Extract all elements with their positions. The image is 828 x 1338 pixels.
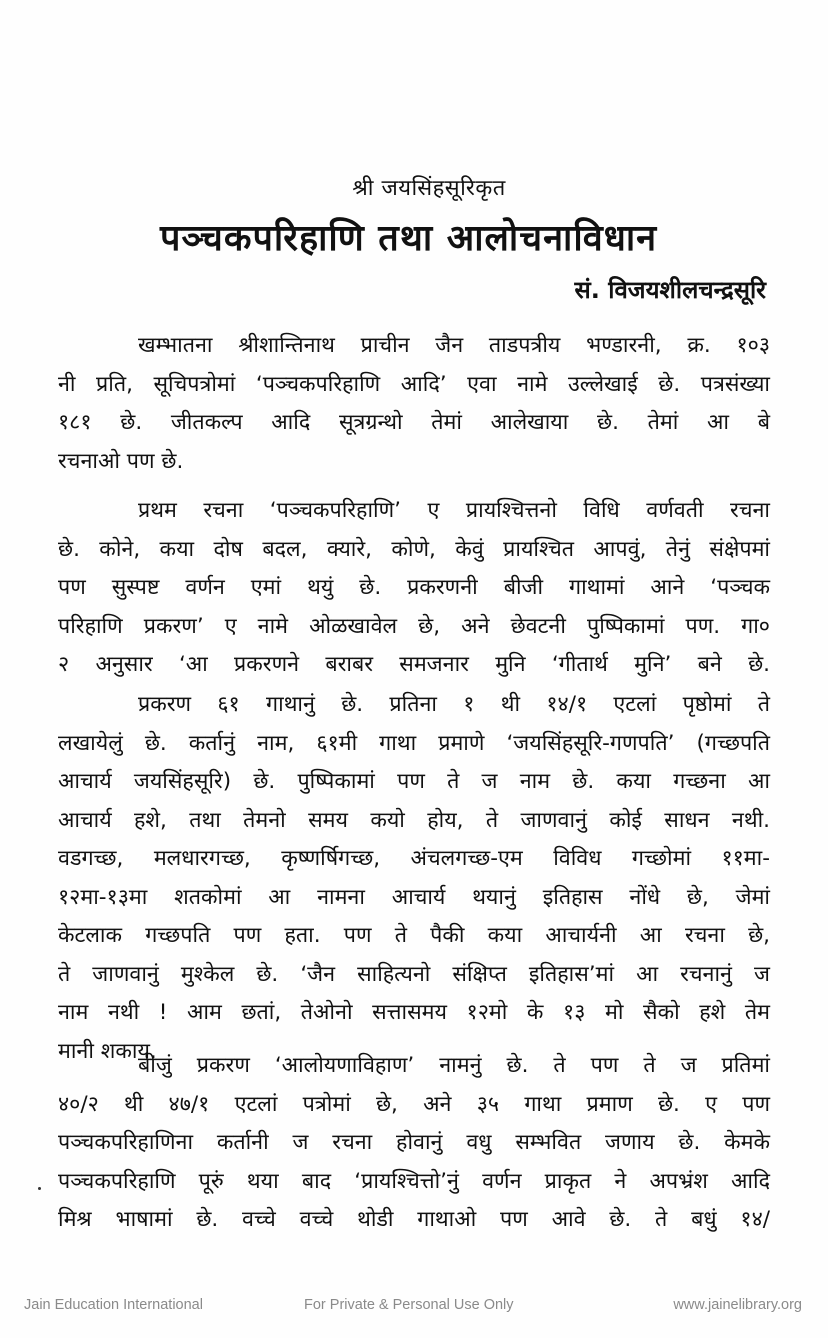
- text-line: पञ्चकपरिहाणि पूरुं थया बाद ‘प्रायश्चित्तो’नुं वर्णन प्राकृत ने अपभ्रंश आदि: [58, 1168, 770, 1194]
- text-line: वडगच्छ, मलधारगच्छ, कृष्णर्षिगच्छ, अंचलगच्छ-एम विविध गच्छोमां ११मा-: [58, 846, 770, 871]
- text-line: नाम नथी ! आम छतां, तेओनो सत्तासमय १२मो के १३ मो सैको हशे तेम: [58, 1000, 770, 1025]
- footer-publisher: Jain Education International: [24, 1297, 203, 1313]
- text-line: पण सुस्पष्ट वर्णन एमां थयुं छे. प्रकरणनी बीजी गाथामां आने ‘पञ्चक: [58, 575, 770, 600]
- paragraph-1: [58, 327, 770, 481]
- text-line: आचार्य हशे, तथा तेमनो समय कयो होय, ते जाणवानुं कोई साधन नथी.: [58, 807, 770, 833]
- text-line: मानी शकाय.: [58, 1038, 157, 1064]
- text-line: मिश्र भाषामां छे. वच्चे वच्चे थोडी गाथाओ पण आवे छे. ते बधुं १४/: [58, 1207, 770, 1232]
- paragraph-4: [58, 1047, 770, 1240]
- text-line: ते जाणवानुं मुश्केल छे. ‘जैन साहित्यनो संक्षिप्त इतिहास’मां आ रचनानुं ज: [58, 961, 770, 987]
- document-title: पञ्चकपरिहाणि तथा आलोचनाविधान: [160, 218, 658, 259]
- paragraph-3: [58, 686, 770, 1071]
- text-line: लखायेलुं छे. कर्तानुं नाम, ६१मी गाथा प्रमाणे ‘जयसिंहसूरि-गणपति’ (गच्छपति: [58, 730, 770, 756]
- text-line: आचार्य जयसिंहसूरि) छे. पुष्पिकामां पण ते ज नाम छे. कया गच्छना आ: [58, 769, 770, 794]
- paragraph-2: [58, 492, 770, 685]
- text-line: परिहाणि प्रकरण’ ए नामे ओळखावेल छे, अने छेवटनी पुष्पिकामां पण. गा०: [58, 613, 770, 639]
- document-subtitle: श्री जयसिंहसूरिकृत: [352, 176, 506, 201]
- text-line: छे. कोने, कया दोष बदल, क्यारे, कोणे, केवुं प्रायश्चित आपवुं, तेनुं संक्षेपमां: [58, 536, 770, 562]
- text-line: बीजुं प्रकरण ‘आलोयणाविहाण’ नामनुं छे. ते पण ते ज प्रतिमां: [138, 1053, 770, 1078]
- text-line: १८१ छे. जीतकल्प आदि सूत्रग्रन्थो तेमां आलेखाया छे. तेमां आ बे: [58, 410, 770, 435]
- text-line: पञ्चकपरिहाणिना कर्तानी ज रचना होवानुं वधु सम्भवित जणाय छे. केमके: [58, 1130, 770, 1155]
- editor-credit: सं. विजयशीलचन्द्रसूरि: [574, 276, 766, 304]
- text-line: प्रकरण ६१ गाथानुं छे. प्रतिना १ थी १४/१ एटलां पृष्ठोमां ते: [138, 692, 770, 717]
- text-line: २ अनुसार ‘आ प्रकरणने बराबर समजनार मुनि ‘गीतार्थ मुनि’ बने छे.: [58, 652, 770, 677]
- text-line: नी प्रति, सूचिपत्रोमां ‘पञ्चकपरिहाणि आदि’ एवा नामे उल्लेखाई छे. पत्रसंख्या: [58, 371, 770, 397]
- text-line: प्रथम रचना ‘पञ्चकपरिहाणि’ ए प्रायश्चित्तनो विधि वर्णवती रचना: [138, 498, 770, 523]
- text-line: खम्भातना श्रीशान्तिनाथ प्राचीन जैन ताडपत्रीय भण्डारनी, क्र. १०३: [138, 333, 770, 358]
- text-line: केटलाक गच्छपति पण हता. पण ते पैकी कया आचार्यनी आ रचना छे,: [58, 923, 770, 948]
- footer-usage-note: For Private & Personal Use Only: [304, 1297, 514, 1313]
- text-line: ४०/२ थी ४७/१ एटलां पत्रोमां छे, अने ३५ गाथा प्रमाण छे. ए पण: [58, 1091, 770, 1117]
- scan-speck: [38, 1187, 41, 1190]
- footer-website: www.jainelibrary.org: [673, 1297, 802, 1313]
- page-footer: [0, 1297, 828, 1321]
- text-line: १२मा-१३मा शतकोमां आ नामना आचार्य थयानुं इतिहास नोंधे छे, जेमां: [58, 884, 770, 910]
- text-line: रचनाओ पण छे.: [58, 448, 184, 474]
